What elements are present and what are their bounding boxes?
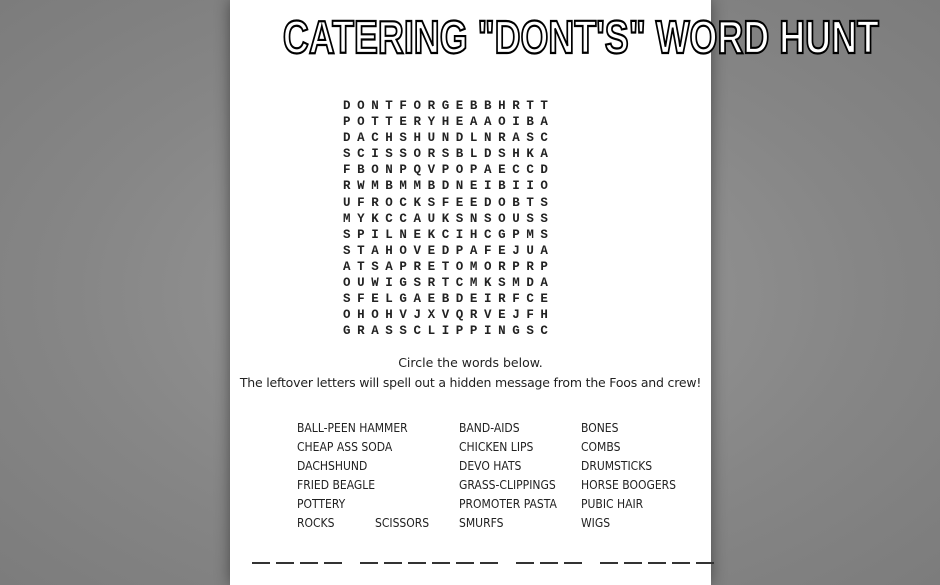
instructions: [230, 353, 711, 393]
word-list-item: POTTERY: [297, 497, 346, 511]
answer-blank: [624, 562, 642, 564]
answer-blank: [516, 562, 534, 564]
word-list-item: ROCKS: [297, 516, 335, 530]
answer-blank: [648, 562, 666, 564]
page-title: CATERING "DONT'S" WORD HUNT: [282, 11, 879, 63]
word-list-column-2: [459, 419, 568, 533]
worksheet-page: [230, 0, 879, 585]
word-list-item: CHEAP ASS SODA: [297, 440, 393, 454]
grid-row: OHOHVJXVQRVEJFH: [343, 308, 555, 323]
answer-blank: [324, 562, 342, 564]
answer-blank: [480, 562, 498, 564]
word-list-item: DRUMSTICKS: [581, 459, 653, 473]
grid-row: RWMBMMBDNEIBIIO: [343, 179, 555, 194]
answer-blank: [384, 562, 402, 564]
grid-row: ATSAPRETOMORPRP: [343, 259, 555, 274]
word-list-item: WIGS: [581, 516, 611, 530]
word-list-item: SCISSORS: [375, 516, 430, 530]
grid-row: OUWIGSRTCMKSMDA: [343, 276, 555, 291]
word-list-item: DACHSHUND: [297, 459, 368, 473]
word-list-column-3: [581, 419, 687, 533]
grid-row: STAHOVEDPAFEJUA: [343, 243, 555, 258]
grid-row: POTTERYHEAAOIBA: [343, 115, 555, 130]
word-list-item: BONES: [581, 421, 619, 435]
answer-blank: [600, 562, 618, 564]
word-list-item: COMBS: [581, 440, 621, 454]
answer-blank: [360, 562, 378, 564]
answer-blank: [432, 562, 450, 564]
word-list-item: FRIED BEAGLE: [297, 478, 376, 492]
grid-row: DONTFORGEBBHRTT: [343, 99, 555, 113]
instructions-line-2: The leftover letters will spell out a hidden message from the Foos and crew!: [239, 375, 702, 390]
word-list-item: CHICKEN LIPS: [459, 440, 534, 454]
word-list-item: HORSE BOOGERS: [581, 478, 677, 492]
answer-blank: [540, 562, 558, 564]
word-list-item: PUBIC HAIR: [581, 497, 644, 511]
grid-row: DACHSHUNDLNRASC: [343, 131, 555, 146]
grid-row: SCISSORSBLDSHKA: [343, 147, 555, 162]
grid-row: SFELGAEBDEIRFCE: [343, 292, 555, 307]
word-list-item: PROMOTER PASTA: [459, 497, 557, 511]
answer-blank: [672, 562, 690, 564]
grid-row: GRASSCLIPPINGSC: [343, 324, 555, 339]
answer-blanks: [252, 562, 692, 565]
grid-row: MYKCCAUKSNSOUSS: [343, 211, 555, 226]
answer-blank: [696, 562, 714, 564]
word-search-grid: [343, 98, 593, 339]
grid-row: FBONPQVPOPAECCD: [343, 163, 555, 178]
instructions-line-1: Circle the words below.: [398, 355, 543, 370]
grid-row: UFROCKSFEEDOBTS: [343, 195, 555, 210]
answer-blank: [252, 562, 270, 564]
word-list-item: BAND-AIDS: [459, 421, 520, 435]
answer-blank: [564, 562, 582, 564]
grid-row: SPILNEKCIHCGPMS: [343, 227, 555, 242]
answer-blank: [300, 562, 318, 564]
answer-blank: [276, 562, 294, 564]
word-list-item: GRASS-CLIPPINGS: [459, 478, 556, 492]
word-list-item: DEVO HATS: [459, 459, 522, 473]
word-list-item: BALL-PEEN HAMMER: [297, 421, 408, 435]
answer-blank: [456, 562, 474, 564]
answer-blank: [408, 562, 426, 564]
word-list-item: SMURFS: [459, 516, 504, 530]
